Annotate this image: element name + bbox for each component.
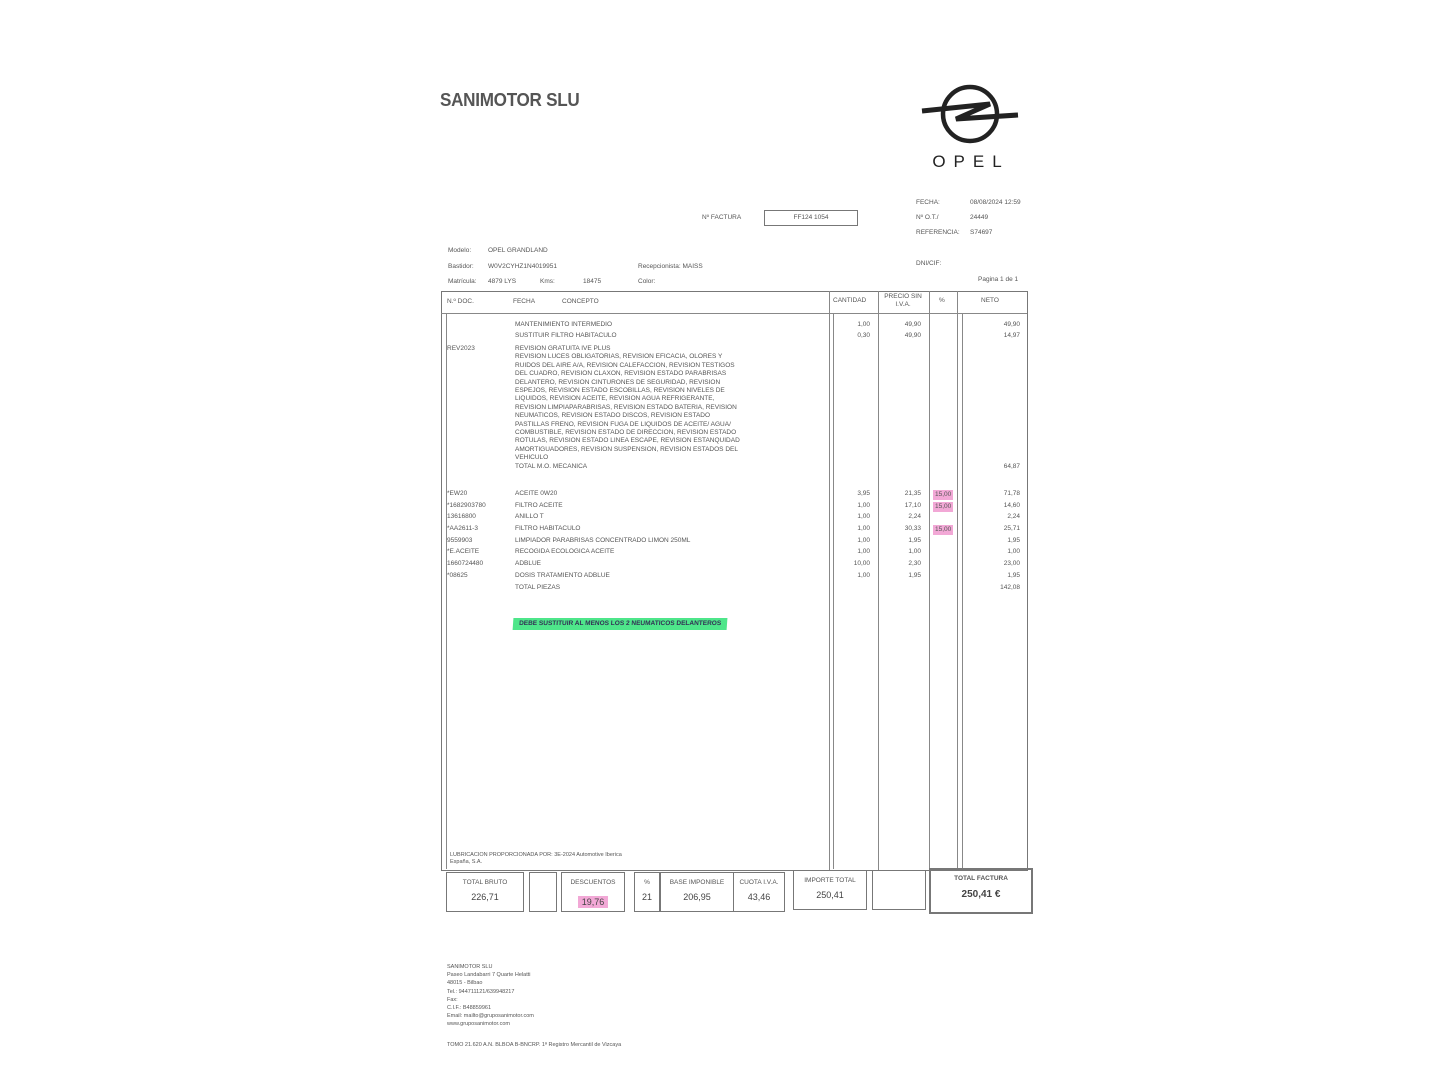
matricula-label: Matrícula: (448, 278, 477, 285)
registry-line: TOMO 21.620 A.N. BLBOA B-BNCRP. 1ª Registro Mercantil de Vizcaya (447, 1042, 622, 1048)
pct-box (634, 872, 660, 912)
table-row (447, 548, 1025, 560)
labour-cantidad-2: 0,30 (857, 332, 870, 339)
part-concepto: LIMPIADOR PARABRISAS CONCENTRADO LIMON 250ML (515, 536, 691, 544)
tyre-note: DEBE SUSTITUIR AL MENOS LOS 2 NEUMATICOS DELANTEROS (513, 618, 728, 630)
col-cantidad: CANTIDAD (833, 297, 867, 304)
footer-line: Paseo Landabarri 7 Quarte Helatti (447, 972, 531, 979)
part-concepto: FILTRO HABITACULO (515, 525, 581, 533)
part-doc: 13616800 (447, 513, 476, 521)
cuota-box (733, 872, 785, 912)
labour-total-label: TOTAL M.O. MECANICA (515, 462, 588, 470)
lubrication-note (450, 852, 622, 866)
part-precio: 30,33 (904, 525, 921, 533)
cliente-label: DNI/CIF: (916, 260, 942, 267)
revision-line: REVISION GRATUITA IVE PLUS (515, 345, 611, 352)
part-precio: 2,24 (908, 513, 921, 521)
footer-line: C.I.F.: B48859961 (447, 1005, 492, 1012)
total-factura-label: TOTAL FACTURA (954, 875, 1008, 882)
cuota-label: CUOTA I.V.A. (739, 879, 779, 886)
labour-precio-1: 49,90 (904, 321, 921, 328)
part-concepto: ACEITE 0W20 (515, 490, 558, 497)
part-precio: 1,00 (908, 548, 921, 556)
part-cantidad: 1,00 (857, 548, 870, 556)
importe-box (793, 870, 867, 910)
modelo-label: Modelo: (448, 247, 472, 254)
company-footer (447, 963, 534, 1029)
part-doc: *E.ACEITE (447, 548, 480, 556)
empty-box-2 (872, 870, 926, 910)
revision-line: ESPEJOS, REVISION ESTADO ESCOBILLAS, REVISION NIVELES DE (515, 387, 725, 395)
part-neto: 1,95 (1007, 536, 1020, 544)
table-row (447, 584, 1025, 596)
descuentos: 19,76 (578, 896, 609, 908)
col-concepto: CONCEPTO (562, 298, 599, 305)
total-bruto-box (446, 872, 524, 912)
ot-label: Nº O.T./ (916, 214, 939, 221)
color-label: Color: (638, 278, 656, 285)
part-neto: 1,95 (1007, 571, 1020, 579)
matricula-value: 4879 LYS (488, 278, 517, 285)
footer-line: SANIMOTOR SLU (447, 964, 493, 970)
part-pct: 15,00 (933, 490, 953, 500)
revision-line: REVISION LUCES OBLIGATORIAS, REVISION EFICACIA, OLORES Y (515, 353, 723, 361)
base-box (660, 872, 734, 912)
opel-blitz-icon (920, 80, 1022, 172)
part-concepto: FILTRO ACEITE (515, 501, 563, 509)
col-neto: NETO (981, 297, 999, 304)
total-factura: 250,41 € (961, 889, 1001, 900)
cuota-value: 43,46 (747, 892, 771, 902)
part-concepto: ANILLO T (515, 513, 544, 521)
logo-text: OPEL (932, 152, 1010, 171)
pct-label: % (644, 879, 650, 886)
referencia-label: REFERENCIA: (916, 229, 960, 236)
part-pct: 15,00 (933, 502, 953, 512)
revision-text (515, 345, 740, 471)
importe-label: IMPORTE TOTAL (804, 877, 856, 884)
revision-line: DEL CUADRO, REVISION CLAXON, REVISION ESTADO PARABRISAS (515, 370, 727, 378)
footer-line: Email: mailto@gruposanimotor.com (447, 1013, 534, 1020)
part-precio: 1,95 (908, 571, 921, 579)
col-precio: PRECIO SIN I.V.A. (884, 293, 922, 308)
fecha-label: FECHA: (916, 199, 940, 206)
labour-neto-1: 49,90 (1003, 321, 1020, 328)
part-precio: 1,95 (908, 536, 921, 544)
table-row (447, 560, 1025, 572)
part-concepto: ADBLUE (515, 560, 542, 568)
revision-line: REVISION LIMPIAPARABRISAS, REVISION ESTADO BATERIA, REVISION (515, 403, 737, 411)
importe-value: 250,41 (816, 890, 844, 900)
bastidor-value: W0V2CYHZ1N4019951 (488, 263, 558, 270)
opel-logo (920, 80, 1022, 172)
labour-neto-2: 14,97 (1003, 332, 1020, 339)
lubrication-note-line: LUBRICACION PROPORCIONADA POR: 3E-2024 Automotive Iberica (450, 852, 622, 858)
revision-line: ROTULAS, REVISION ESTADO LINEA ESCAPE, REVISION ESTANQUIDAD (515, 437, 740, 445)
table-row (447, 502, 1025, 514)
invoice-number: FF124 1054 (764, 210, 858, 226)
labour-concepto-1: MANTENIMIENTO INTERMEDIO (515, 321, 613, 328)
labour-concepto-2: SUSTITUIR FILTRO HABITACULO (515, 332, 617, 339)
part-cantidad: 1,00 (857, 525, 870, 533)
part-doc: *1682903780 (447, 501, 486, 509)
total-bruto: 226,71 (471, 892, 499, 902)
invoice-label: Nº FACTURA (702, 214, 742, 221)
part-doc: 9559903 (447, 536, 473, 544)
col-doc: N.º DOC. (447, 298, 474, 305)
recepcionista: Recepcionista: MAISS (638, 263, 703, 270)
total-bruto-label: TOTAL BRUTO (462, 879, 508, 886)
part-precio: 21,35 (904, 490, 921, 497)
table-row (447, 572, 1025, 584)
part-concepto: RECOGIDA ECOLOGICA ACEITE (515, 548, 615, 556)
part-doc: *AA2611-3 (447, 525, 478, 533)
table-row (447, 525, 1025, 537)
parts-list (447, 490, 1025, 595)
footer-line: Fax: (447, 996, 458, 1003)
labour-total: 64,87 (1003, 463, 1020, 470)
part-neto: 71,78 (1003, 490, 1020, 497)
part-precio: 2,30 (908, 560, 921, 568)
part-cantidad: 3,95 (857, 490, 870, 497)
revision-line: PASTILLAS FRENO, REVISION FUGA DE LIQUIDOS DE ACEITE/ AGUA/ (515, 420, 731, 428)
revision-line: DELANTERO, REVISION CINTURONES DE SEGURIDAD, REVISION (515, 378, 721, 386)
part-neto: 1,00 (1007, 548, 1020, 556)
base-label: BASE IMPONIBLE (669, 879, 725, 886)
revision-line: LIQUIDOS, REVISION ACEITE, REVISION AGUA REFRIGERANTE, (515, 395, 715, 403)
revision-code: REV2023 (447, 345, 475, 352)
table-row (447, 513, 1025, 525)
col-fecha: FECHA (513, 298, 536, 305)
part-doc: *EW20 (447, 490, 468, 497)
part-cantidad: 1,00 (857, 501, 870, 509)
part-neto: 25,71 (1003, 525, 1020, 533)
col-pct: % (939, 297, 945, 304)
part-cantidad: 1,00 (857, 536, 870, 544)
footer-line: www.gruposanimotor.com (447, 1021, 510, 1028)
part-cantidad: 1,00 (857, 513, 870, 521)
part-cantidad: 10,00 (853, 560, 870, 568)
page-number: Pagina 1 de 1 (978, 276, 1019, 283)
part-neto: 2,24 (1007, 513, 1020, 521)
base-value: 206,95 (683, 892, 711, 902)
table-row (447, 490, 1025, 502)
empty-box (529, 872, 557, 912)
pct-value: 21 (641, 892, 652, 902)
part-neto: 23,00 (1003, 560, 1020, 568)
parts-total: 142,08 (1000, 583, 1020, 591)
footer-line: Tel.: 944711121/639948217 (447, 988, 515, 995)
kms-label: Kms: (540, 278, 555, 285)
referencia-value: S74697 (970, 229, 993, 236)
parts-total-label: TOTAL PIEZAS (515, 583, 561, 591)
bastidor-label: Bastidor: (448, 263, 474, 270)
labour-cantidad-1: 1,00 (857, 321, 870, 328)
labour-precio-2: 49,90 (904, 332, 921, 339)
revision-line: VEHICULO (515, 454, 549, 462)
company-name: SANIMOTOR SLU (440, 90, 580, 110)
footer-line: 48015 - Bilbao (447, 980, 483, 987)
part-concepto: DOSIS TRATAMIENTO ADBLUE (515, 571, 610, 579)
part-cantidad: 1,00 (857, 571, 870, 579)
revision-line: NEUMATICOS, REVISION ESTADO DISCOS, REVISION ESTADO (515, 412, 711, 420)
ot-value: 24449 (970, 214, 989, 221)
kms-value: 18475 (583, 278, 602, 285)
part-doc: 1660724480 (447, 560, 484, 568)
revision-line: AMORTIGUADORES, REVISION SUSPENSION, REVISION ESTADOS DEL (515, 445, 738, 453)
revision-line: RUIDOS DEL AIRE A/A, REVISION CALEFACCION, REVISION TESTIGOS (515, 361, 735, 369)
table-row (447, 537, 1025, 549)
part-precio: 17,10 (904, 501, 921, 509)
revision-line: COMBUSTIBLE, REVISION ESTADO DE DIRECCION, REVISION ESTADO (515, 429, 737, 437)
part-neto: 14,60 (1003, 501, 1020, 509)
part-pct: 15,00 (933, 525, 953, 535)
descuentos-label: DESCUENTOS (570, 879, 616, 886)
lubrication-note-line: España, S.A. (450, 859, 483, 865)
total-factura-box (929, 868, 1033, 914)
part-doc: *08625 (447, 571, 468, 579)
fecha-value: 08/08/2024 12:59 (970, 199, 1021, 206)
descuentos-box (561, 872, 625, 912)
modelo-value: OPEL GRANDLAND (488, 247, 548, 254)
